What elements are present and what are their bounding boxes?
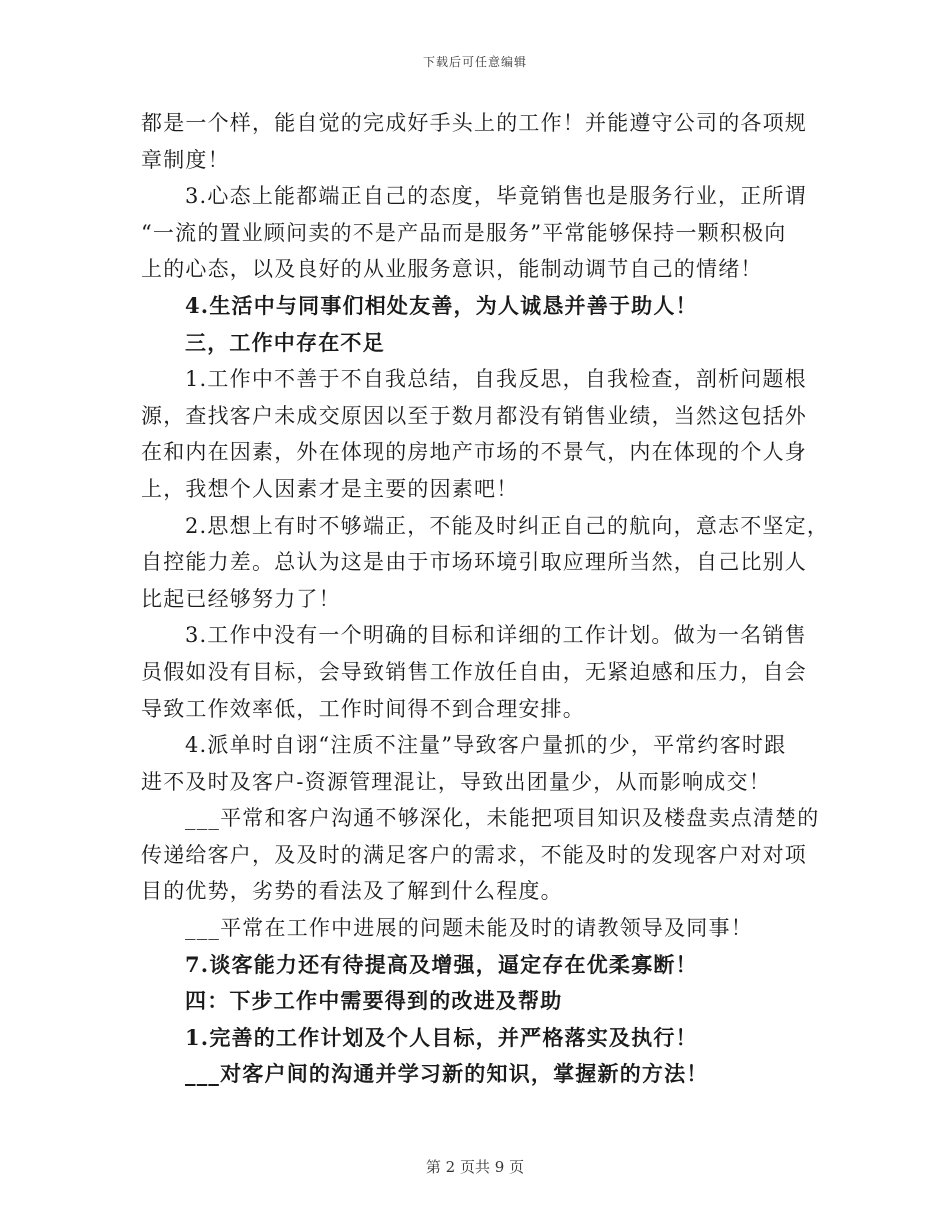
text-line: ___平常在工作中进展的问题未能及时的请教领导及同事！ bbox=[185, 916, 753, 941]
text-line: ___平常和客户沟通不够深化，未能把项目知识及楼盘卖点清楚的 bbox=[185, 806, 820, 831]
text-line: 比起已经够努力了！ bbox=[141, 586, 341, 611]
page-header: 下载后可任意编辑 bbox=[422, 55, 527, 69]
bold-text-line: 1.完善的工作计划及个人目标，并严格落实及执行！ bbox=[185, 1024, 698, 1050]
text-line: 2.思想上有时不够端正，不能及时纠正自己的航向，意志不坚定， bbox=[185, 513, 830, 538]
text-line: 上的心态，以及良好的从业服务意识，能制动调节自己的情绪！ bbox=[141, 257, 763, 282]
text-line: 4.派单时自诩“注质不注量”导致客户量抓的少，平常约客时跟 bbox=[185, 733, 787, 758]
page-footer: 第 2 页共 9 页 bbox=[425, 1158, 525, 1176]
text-line: 传递给客户，及及时的满足客户的需求，不能及时的发现客户对对项 bbox=[141, 842, 807, 867]
text-line: 3.心态上能都端正自己的态度，毕竟销售也是服务行业，正所谓 bbox=[185, 184, 807, 209]
text-line: 上，我想个人因素才是主要的因素吧！ bbox=[141, 476, 519, 501]
text-line: 在和内在因素，外在体现的房地产市场的不景气，内在体现的个人身 bbox=[141, 440, 807, 465]
text-line: 3.工作中没有一个明确的目标和详细的工作计划。做为一名销售 bbox=[185, 623, 807, 648]
text-line: 导致工作效率低，工作时间得不到合理安排。 bbox=[141, 696, 585, 721]
text-line: 都是一个样，能自觉的完成好手头上的工作！并能遵守公司的各项规 bbox=[141, 111, 807, 135]
text-line: 目的优势，劣势的看法及了解到什么程度。 bbox=[141, 879, 563, 904]
bold-text-line: 4.生活中与同事们相处友善，为人诚恳并善于助人！ bbox=[185, 292, 698, 318]
section-heading: 四：下步工作中需要得到的改进及帮助 bbox=[185, 988, 563, 1014]
text-line: 1.工作中不善于不自我总结，自我反思，自我检查，剖析问题根 bbox=[185, 367, 807, 392]
text-line: 进不及时及客户-资源管理混让，导致出团量少，从而影响成交！ bbox=[141, 769, 771, 794]
document-body bbox=[141, 105, 830, 1093]
bold-text-line: 7.谈客能力还有待提高及增强，逼定存在优柔寡断！ bbox=[185, 951, 698, 977]
text-line: 自控能力差。总认为这是由于市场环境引取应理所当然，自己比别人 bbox=[141, 550, 807, 575]
text-line: “一流的置业顾问卖的不是产品而是服务”平常能够保持一颗积极向 bbox=[141, 220, 787, 245]
text-line: 章制度！ bbox=[141, 147, 230, 172]
bold-text-line: ___对客户间的沟通并学习新的知识，掌握新的方法！ bbox=[185, 1061, 709, 1087]
text-line: 源，查找客户未成交原因以至于数月都没有销售业绩，当然这包括外 bbox=[141, 403, 807, 428]
section-heading: 三，工作中存在不足 bbox=[185, 329, 385, 355]
text-line: 员假如没有目标，会导致销售工作放任自由，无紧迫感和压力，自会 bbox=[141, 659, 807, 684]
